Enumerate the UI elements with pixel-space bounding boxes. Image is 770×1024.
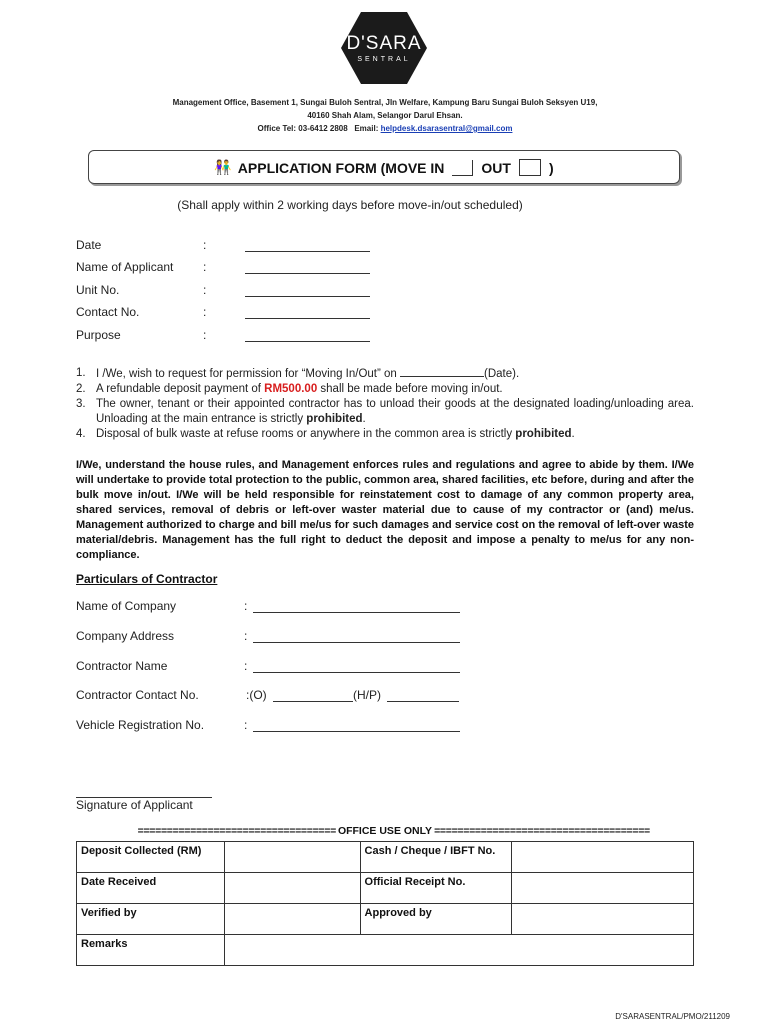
payment-ref-cell[interactable] xyxy=(512,842,694,873)
deposit-collected-cell[interactable] xyxy=(224,842,360,873)
list-item xyxy=(76,366,694,382)
table-cell-label: Official Receipt No. xyxy=(360,873,512,904)
list-text xyxy=(96,366,694,382)
table-row xyxy=(77,842,694,873)
list-item xyxy=(76,397,694,427)
table-row xyxy=(77,935,694,966)
office-use-table xyxy=(76,841,694,966)
dsara-logo xyxy=(341,12,427,84)
contact-no-input-line[interactable] xyxy=(245,305,370,319)
move-in-checkbox[interactable] xyxy=(452,160,473,176)
address-line-1: Management Office, Basement 1, Sungai Buloh Sentral, Jln Welfare, Kampung Baru Sungai Buloh Seksyen U19, xyxy=(172,98,598,107)
terms-list xyxy=(76,366,694,442)
field-label: Contact No. xyxy=(76,305,140,319)
form-title-box xyxy=(88,150,680,184)
email-link[interactable]: helpdesk.dsarasentral@gmail.com xyxy=(380,124,513,133)
prohibited-text: prohibited xyxy=(306,413,363,425)
logo-main-text: D'SARA xyxy=(346,33,422,54)
contractor-name-input-line[interactable] xyxy=(253,659,460,673)
table-row xyxy=(77,873,694,904)
field-label: Contractor Contact No. xyxy=(76,688,199,702)
out-label: OUT xyxy=(481,159,511,176)
table-cell-label: Deposit Collected (RM) xyxy=(77,842,225,873)
document-code: D'SARASENTRAL/PMO/211209 xyxy=(615,1012,730,1021)
office-tel: Office Tel: 03-6412 2808 xyxy=(257,124,348,133)
signature-label: Signature of Applicant xyxy=(76,798,193,812)
office-phone-input-line[interactable] xyxy=(273,688,353,702)
table-cell-label: Approved by xyxy=(360,904,512,935)
field-label: Unit No. xyxy=(76,283,120,297)
purpose-input-line[interactable] xyxy=(245,328,370,342)
logo-sub-text: SENTRAL xyxy=(357,56,411,63)
field-colon: : xyxy=(244,599,248,613)
field-colon: : xyxy=(203,260,207,274)
vehicle-registration-input-line[interactable] xyxy=(253,718,460,732)
list-text xyxy=(96,382,694,397)
field-colon: : xyxy=(244,718,248,732)
office-phone-label: :(O) xyxy=(246,688,267,702)
field-label: Date xyxy=(76,238,102,252)
move-out-checkbox[interactable] xyxy=(519,159,541,176)
list-text-part: (Date). xyxy=(484,368,520,380)
date-input-line[interactable] xyxy=(245,238,370,252)
office-use-label: OFFICE USE ONLY xyxy=(337,825,433,837)
form-title-prefix: APPLICATION FORM (MOVE IN xyxy=(237,159,445,176)
unit-no-input-line[interactable] xyxy=(245,283,370,297)
table-cell-label: Date Received xyxy=(77,873,225,904)
company-name-input-line[interactable] xyxy=(253,599,460,613)
contact-line xyxy=(0,124,770,133)
people-icon: 👫 xyxy=(214,159,232,175)
list-item xyxy=(76,382,694,397)
receipt-no-cell[interactable] xyxy=(512,873,694,904)
date-received-cell[interactable] xyxy=(224,873,360,904)
table-row xyxy=(77,904,694,935)
field-label: Purpose xyxy=(76,328,121,342)
field-label: Name of Applicant xyxy=(76,260,174,274)
divider-equals-right: ===================================== xyxy=(434,825,650,837)
list-text-part: The owner, tenant or their appointed contractor has to unload their goods at the designated loading/unloading area. Unloading at the main entrance is strictly xyxy=(96,398,694,425)
company-address-input-line[interactable] xyxy=(253,629,460,643)
field-colon: : xyxy=(203,305,207,319)
list-number: 1. xyxy=(76,367,86,379)
table-cell-label: Verified by xyxy=(77,904,225,935)
field-colon: : xyxy=(244,629,248,643)
field-label: Contractor Name xyxy=(76,659,168,673)
signature-line[interactable] xyxy=(76,785,212,798)
hp-phone-label: (H/P) xyxy=(353,688,381,702)
address-line-2: 40160 Shah Alam, Selangor Darul Ehsan. xyxy=(307,111,463,120)
remarks-cell[interactable] xyxy=(224,935,693,966)
email-label: Email: xyxy=(354,124,379,133)
list-text-part: . xyxy=(362,413,366,425)
field-label: Name of Company xyxy=(76,599,177,613)
list-text xyxy=(96,427,694,442)
applicant-name-input-line[interactable] xyxy=(245,260,370,274)
list-text-part: . xyxy=(571,428,575,440)
field-label: Vehicle Registration No. xyxy=(76,718,205,732)
divider-equals-left: ================================== xyxy=(137,825,336,837)
form-subtitle: (Shall apply within 2 working days before move-in/out scheduled) xyxy=(177,198,523,212)
office-use-divider xyxy=(76,825,694,837)
move-date-blank[interactable] xyxy=(400,366,484,377)
verified-by-cell[interactable] xyxy=(224,904,360,935)
list-text-part: I /We, wish to request for permission for “Moving In/Out” on xyxy=(96,368,401,380)
field-colon: : xyxy=(203,283,207,297)
list-text-part: A refundable deposit payment of xyxy=(96,383,265,395)
list-text-part: Disposal of bulk waste at refuse rooms or anywhere in the common area is strictly xyxy=(96,428,516,440)
contractor-heading: Particulars of Contractor xyxy=(76,572,218,586)
list-text xyxy=(96,397,694,427)
list-number: 4. xyxy=(76,428,86,440)
agreement-paragraph: I/We, understand the house rules, and Management enforces rules and regulations and agree to abide by them. I/We will undertake to provide total protection to the public, common area, shared facilities, etc before, during and after the bulk move in/out. I/We will be held responsible for reinstatement cost to damage of any common property area, shared services, removal of debris or left-over waster material due to cause of my contractor or (and) me/us. Management authorized to charge and bill me/us for such damages and service cost on the removal of left-over waste material/debris. Management has the full right to deduct the deposit and impose a penalty to me/us for any non-compliance. xyxy=(76,459,694,561)
field-label: Company Address xyxy=(76,629,175,643)
list-item xyxy=(76,427,694,442)
field-colon: : xyxy=(203,328,207,342)
field-colon: : xyxy=(244,659,248,673)
approved-by-cell[interactable] xyxy=(512,904,694,935)
list-text-part: shall be made before moving in/out. xyxy=(317,383,503,395)
list-number: 2. xyxy=(76,383,86,395)
hp-phone-input-line[interactable] xyxy=(387,688,459,702)
title-suffix: ) xyxy=(548,159,554,176)
table-cell-label: Remarks xyxy=(77,935,225,966)
list-number: 3. xyxy=(76,398,86,410)
deposit-amount: RM500.00 xyxy=(264,383,318,395)
table-cell-label: Cash / Cheque / IBFT No. xyxy=(360,842,512,873)
field-colon: : xyxy=(203,238,207,252)
prohibited-text: prohibited xyxy=(515,428,572,440)
